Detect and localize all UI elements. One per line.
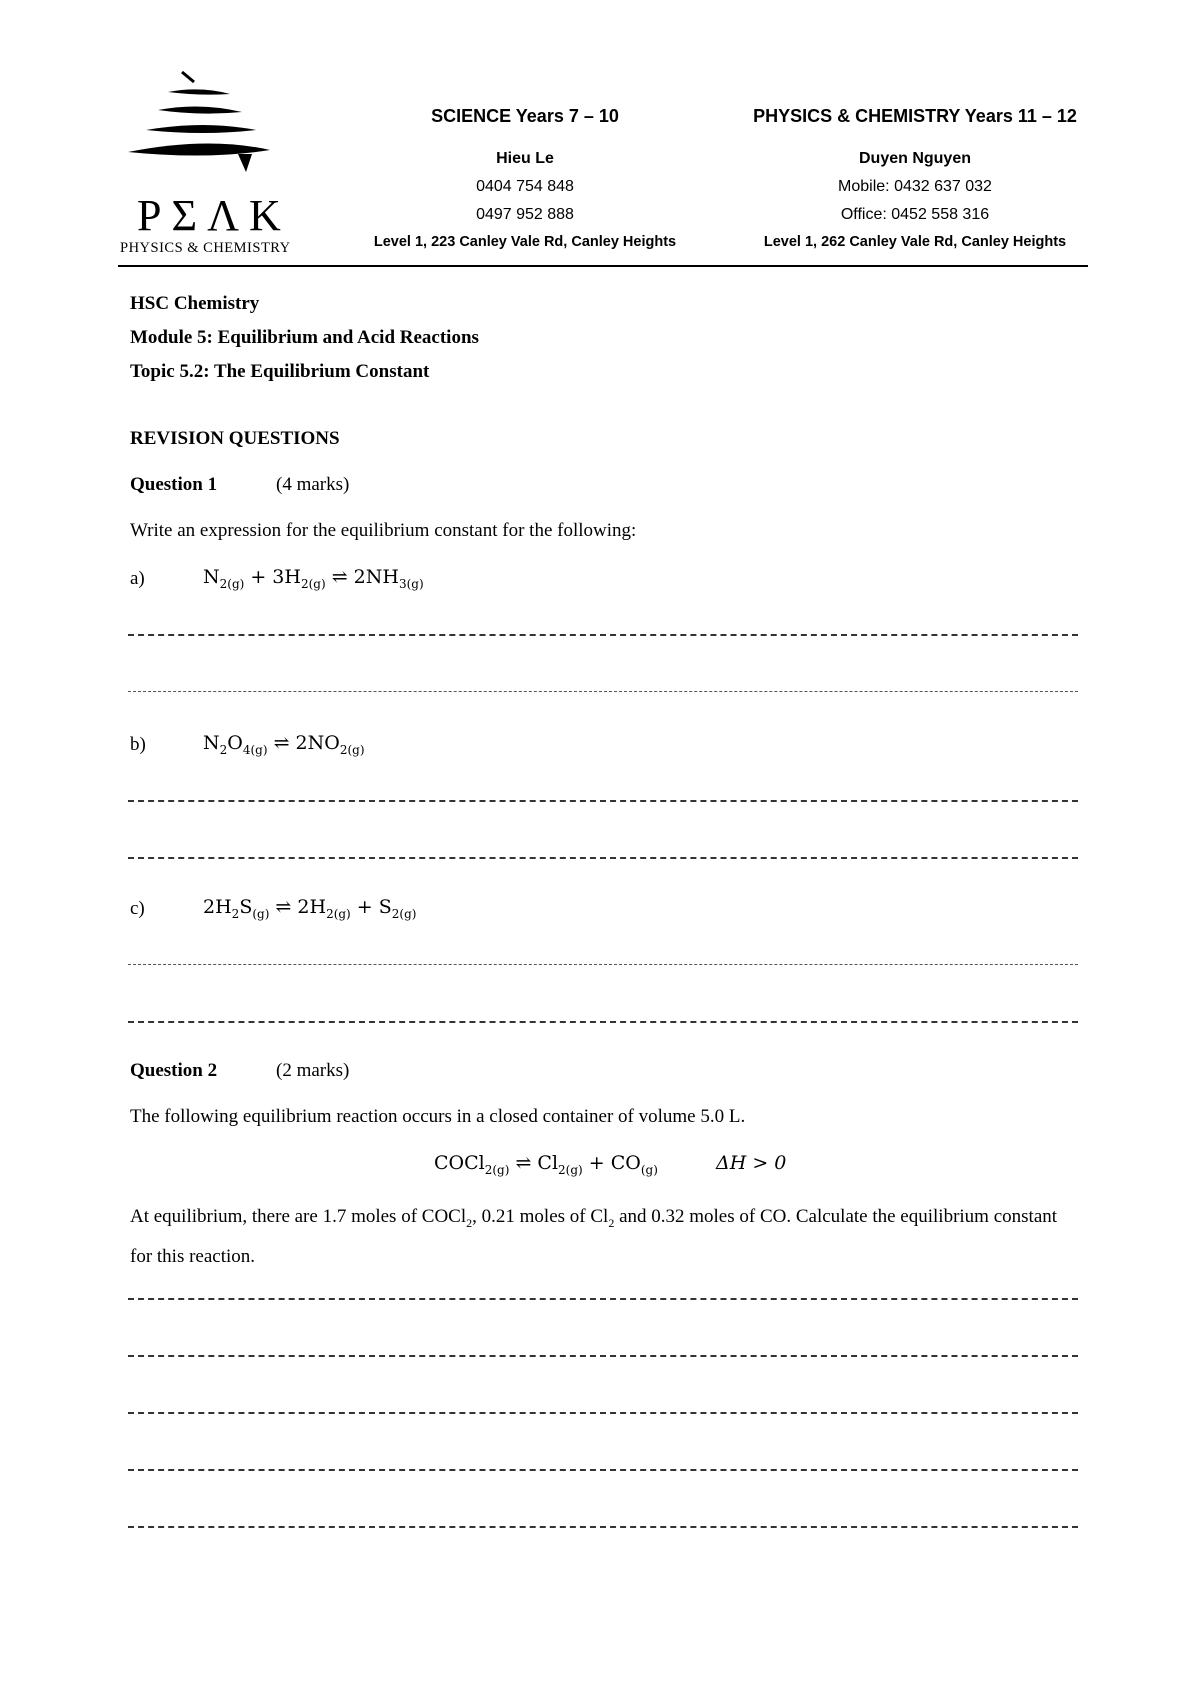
physchem-office: Office: 0452 558 316 [840,206,990,223]
answer-line[interactable] [128,1355,1078,1357]
answer-line[interactable] [128,1469,1078,1471]
science-title: SCIENCE Years 7 – 10 [431,106,619,126]
physchem-contact-name: Duyen Nguyen [858,150,971,167]
topic-title: Topic 5.2: The Equilibrium Constant [130,361,430,382]
physchem-address: Level 1, 262 Canley Vale Rd, Canley Heights [763,234,1067,250]
module-title: Module 5: Equilibrium and Acid Reactions [130,327,479,348]
answer-line[interactable] [128,1412,1078,1414]
answer-line[interactable] [128,1298,1078,1300]
answer-line[interactable] [128,800,1078,802]
part-b-equation: $N_2O_{4(g)}$ ⇌ $2NO_{2(g)}$ [203,732,365,757]
course-title: HSC Chemistry [130,293,260,314]
section-title: REVISION QUESTIONS [130,428,340,449]
answer-line[interactable] [128,857,1078,859]
header-science-contact [345,106,705,258]
question-2-equation: COCl$_{2(g)}$ ⇌ $Cl_{2(g)} + CO_{(g)}$ [434,1152,658,1177]
logo-wordmark: PΣΛK [137,191,291,240]
answer-line[interactable] [128,1021,1078,1023]
physchem-mobile: Mobile: 0432 637 032 [838,178,992,195]
question-2-prompt: The following equilibrium reaction occurs in a closed container of volume 5.0 L. [130,1106,746,1127]
science-address: Level 1, 223 Canley Vale Rd, Canley Heights [373,234,677,250]
answer-line[interactable] [128,1526,1078,1528]
answer-line[interactable] [128,691,1078,692]
answer-line[interactable] [128,634,1078,636]
question-2-title: Question 2 [130,1060,218,1081]
part-b-label: b) [130,734,146,755]
part-a-label: a) [130,568,145,589]
question-2-body: At equilibrium, there are 1.7 moles of COCl$_2$, 0.21 moles of $Cl_2$ and 0.32 moles of CO. Calculate the equilibrium constant for this reaction. [130,1206,1058,1267]
header-physics-chemistry-contact [735,106,1095,258]
part-a-equation: $N_{2(g)} + 3H_{2(g)}$ ⇌ $2NH_{3(g)}$ [203,566,424,591]
part-c-equation: $2H_2S_{(g)}$ ⇌ $2H_{2(g)} + S_{2(g)}$ [203,896,417,921]
question-2-marks: (2 marks) [276,1060,350,1081]
header-divider [118,265,1088,267]
part-c-label: c) [130,898,145,919]
science-contact-name: Hieu Le [496,150,554,167]
physchem-title: PHYSICS & CHEMISTRY Years 11 – 12 [753,106,1077,126]
question-1-marks: (4 marks) [276,474,350,495]
logo-subtitle: PHYSICS & CHEMISTRY [120,240,291,256]
answer-line[interactable] [128,964,1078,965]
question-1-title: Question 1 [130,474,218,495]
science-phone-1: 0404 754 848 [476,178,574,195]
question-1-prompt: Write an expression for the equilibrium constant for the following: [130,520,637,541]
question-2-enthalpy: ΔH > 0 [716,1152,787,1174]
science-phone-2: 0497 952 888 [476,206,574,223]
